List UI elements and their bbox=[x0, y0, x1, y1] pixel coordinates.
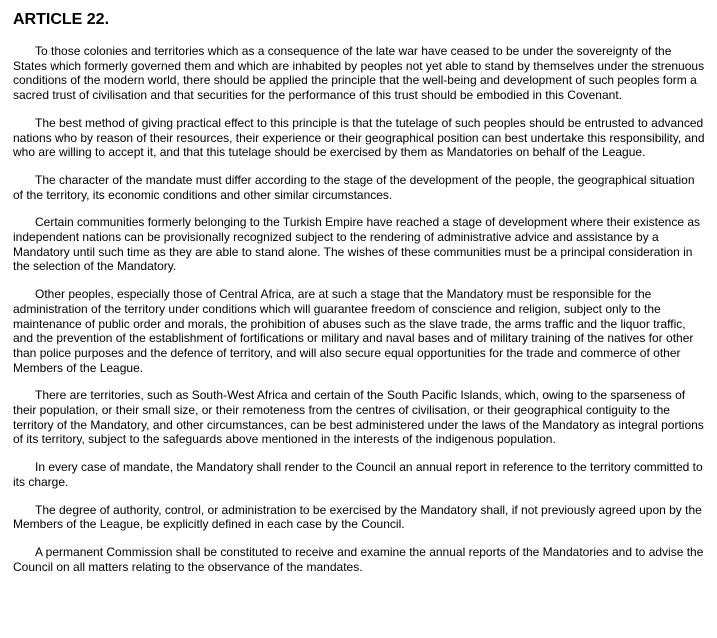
paragraph-3: The character of the mandate must differ according to the stage of the development of the people, the geographical situation of the territory, its economic conditions and other similar circumstances. bbox=[13, 172, 695, 202]
paragraph-9: A permanent Commission shall be constituted to receive and examine the annual reports of the Mandatories and to advise the Council on all matters relating to the observance of the mandates. bbox=[13, 544, 704, 574]
paragraph-7: In every case of mandate, the Mandatory shall render to the Council an annual report in reference to the territory committed to its charge. bbox=[13, 460, 703, 489]
paragraph-8: The degree of authority, control, or administration to be exercised by the Mandatory shall, if not previously agreed upon by the Members of the League, be explicitly defined in each case by the Council. bbox=[13, 502, 702, 532]
paragraph-4: Certain communities formerly belonging to the Turkish Empire have reached a stage of development where their existence as independent nations can be provisionally recognized subject to the rendering of administrative advice and assistance by a Mandatory until such time as they are able to stand alone. The wishes of these communities must be a principal consideration in the selection of the Mandatory. bbox=[13, 215, 701, 274]
paragraph-6: There are territories, such as South-West Africa and certain of the South Pacific Islands, which, owing to the sparseness of their population, or their small size, or their remoteness from the centres of civilisation, or their geographical contiguity to the territory of the Mandatory, and other circumstances, can be best administered under the laws of the Mandatory as integral portions of its territory, subject to the safeguards above mentioned in the interests of the indigenous population. bbox=[13, 388, 704, 447]
paragraph-2: The best method of giving practical effect to this principle is that the tutelage of such peoples should be entrusted to advanced nations who by reason of their resources, their experience or their geographical position can best undertake this responsibility, and who are willing to accept it, and that this tutelage should be exercised by them as Mandatories on behalf of the League. bbox=[13, 115, 705, 160]
paragraph-5: Other peoples, especially those of Central Africa, are at such a stage that the Mandatory must be responsible for the administration of the territory under conditions which will guarantee freedom of conscience and religion, subject only to the maintenance of public order and morals, the prohibition of abuses such as the slave trade, the arms traffic and the liquor traffic, and the prevention of the establishment of fortifications or military and naval bases and of military training of the natives for other than police purposes and the defence of territory, and will also secure equal opportunities for the trade and commerce of other Members of the League. bbox=[13, 287, 694, 375]
article-title: ARTICLE 22. bbox=[13, 11, 110, 28]
paragraph-1: To those colonies and territories which as a consequence of the late war have ceased to be under the sovereignty of the States which formerly governed them and which are inhabited by peoples not yet able to stand by themselves under the strenuous conditions of the modern world, there should be applied the principle that the well-being and development of such peoples form a sacred trust of civilisation and that securities for the performance of this trust should be embodied in this Covenant. bbox=[13, 44, 705, 103]
